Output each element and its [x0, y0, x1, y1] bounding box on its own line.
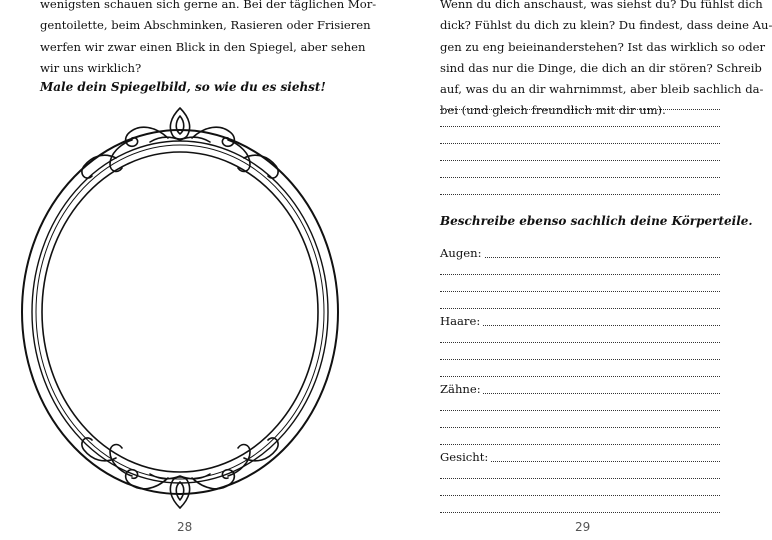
text-line: wir uns wirklich? [40, 60, 142, 75]
writing-line[interactable] [440, 149, 720, 163]
left-intro-paragraph [40, 0, 377, 79]
writing-line[interactable] [440, 348, 720, 362]
body-part-label: Gesicht: [440, 450, 489, 464]
page-number: 28 [177, 520, 193, 534]
text-line: auf, was du an dir wahrnimmst, aber bleib sachlich da- [440, 82, 764, 97]
writing-line-teeth[interactable] [440, 382, 720, 396]
writing-line[interactable] [440, 280, 720, 294]
body-parts-instruction: Beschreibe ebenso sachlich deine Körperteile. [440, 214, 753, 228]
writing-line-eyes[interactable] [440, 246, 720, 260]
writing-line[interactable] [440, 484, 720, 498]
right-page [360, 0, 772, 540]
writing-line[interactable] [440, 115, 720, 129]
bottom-ornament [82, 438, 278, 508]
text-line: werfen wir zwar einen Blick in den Spiegel, aber sehen [40, 39, 366, 54]
writing-line[interactable] [440, 399, 720, 413]
body-part-label: Haare: [440, 314, 481, 328]
text-line: gen zu eng beieinanderstehen? Ist das wirklich so oder [440, 39, 766, 54]
writing-line[interactable] [440, 433, 720, 447]
text-line: sind das nur die Dinge, die dich an dir stören? Schreib [440, 60, 762, 75]
text-line: bei (und gleich freundlich mit dir um). [440, 103, 666, 118]
writing-line[interactable] [440, 98, 720, 112]
text-line: wenigsten schauen sich gerne an. Bei der täglichen Mor- [40, 0, 377, 11]
left-page [0, 0, 377, 540]
body-part-label: Augen: [440, 246, 482, 260]
top-ornament [82, 108, 278, 178]
writing-line[interactable] [440, 365, 720, 379]
text-line: dick? Fühlst du dich zu klein? Du findest, dass deine Au- [440, 18, 772, 33]
writing-line[interactable] [440, 263, 720, 277]
writing-line[interactable] [440, 331, 720, 345]
writing-line-hair[interactable] [440, 314, 720, 328]
writing-line[interactable] [440, 467, 720, 481]
drawing-instruction: Male dein Spiegelbild, so wie du es siehst! [40, 80, 326, 94]
page-number: 29 [575, 520, 591, 534]
writing-line-face[interactable] [440, 450, 720, 464]
body-part-label: Zähne: [440, 382, 481, 396]
writing-line[interactable] [440, 416, 720, 430]
writing-line[interactable] [440, 297, 720, 311]
writing-line[interactable] [440, 183, 720, 197]
writing-line[interactable] [440, 166, 720, 180]
text-line: gentoilette, beim Abschminken, Rasieren oder Frisieren [40, 18, 371, 33]
text-line: Wenn du dich anschaust, was siehst du? Du fühlst dich [440, 0, 763, 11]
writing-line[interactable] [440, 132, 720, 146]
writing-line[interactable] [440, 501, 720, 515]
mirror-frame-drawing-area[interactable] [20, 106, 340, 510]
